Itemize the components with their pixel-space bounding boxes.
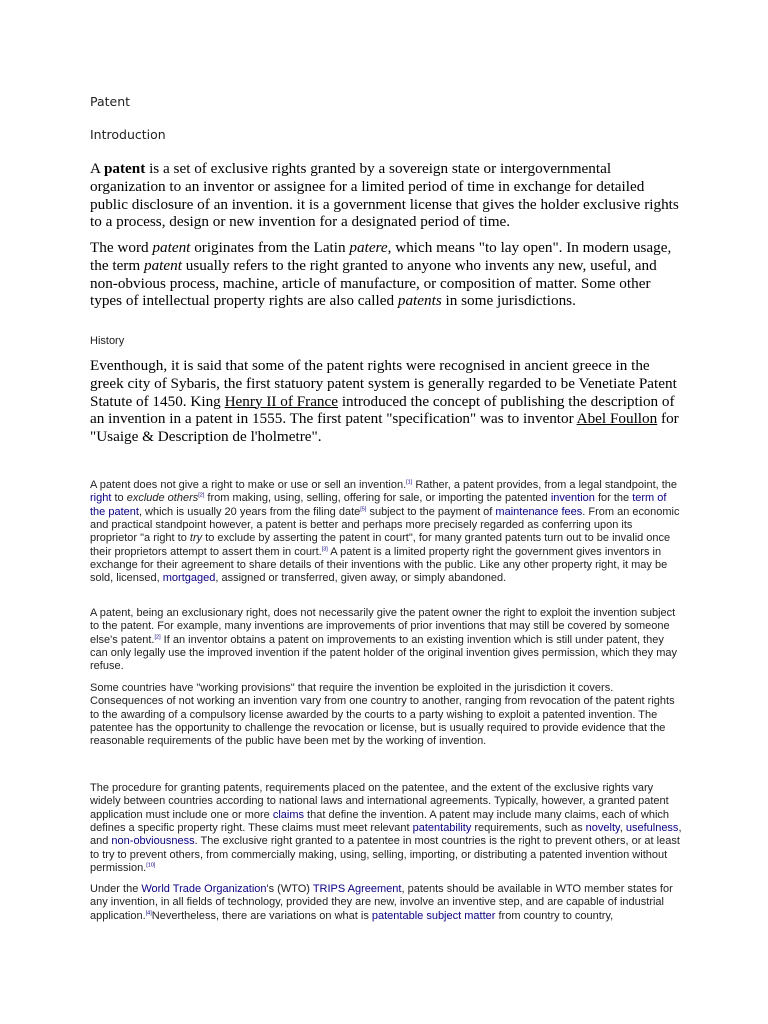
mortgaged-link[interactable]: mortgaged xyxy=(162,572,216,585)
history-paragraph: Eventhough, it is said that some of the patent rights were recognised in ancient greece in the greek city of Sybaris, the first statuory patent system is generally regarded to be Venetiate Patent Statute of 1450. King Henry II of France introduced the concept of publishing the description of an invention in a patent in 1555. The first patent "specification" was to inventor Abel Foullon for "Usaige & Description de l'holmetre". xyxy=(90,357,679,446)
term-of-patent-link[interactable]: term of the patent xyxy=(90,492,667,518)
exclusionary-paragraph: A patent, being an exclusionary right, does not necessarily give the patent owner the right to exploit the invention subject to the patent. For example, many inventions are improvements of prior inventions that may still be covered by someone else's patent.[2] If an inventor obtains a patent on improvements to an existing invention which is still under patent, they can only legally use the improved invention if the patent holder of the original invention gives permission, which they may refuse. xyxy=(90,607,677,673)
citation-5[interactable]: [5] xyxy=(360,506,367,513)
citation-10[interactable]: [10] xyxy=(146,862,156,869)
working-provisions-paragraph: Some countries have "working provisions" that require the invention be exploited in the jurisdiction it covers. Consequences of not working an invention vary from one country to another, ranging from revocation of the patent rights to the awarding of a compulsory license awarded by the courts to a party wishing to exploit a patented invention. The patentee has the opportunity to challenge the revocation or license, but is usually required to provide evidence that the reasonable requirements of the public have been met by the working of invention. xyxy=(90,682,675,748)
patentable-subject-matter-link[interactable]: patentable subject matter xyxy=(371,909,496,922)
novelty-link[interactable]: novelty xyxy=(585,822,620,835)
right-link[interactable]: right xyxy=(90,492,112,505)
abel-foullon-link[interactable]: Abel Foullon xyxy=(576,410,658,428)
claims-link[interactable]: claims xyxy=(272,808,304,821)
patentability-link[interactable]: patentability xyxy=(412,822,472,835)
history-heading: History xyxy=(90,335,125,347)
citation-2[interactable]: [2] xyxy=(198,492,205,499)
trips-agreement-link[interactable]: TRIPS Agreement xyxy=(312,883,402,895)
citation-4[interactable]: [4] xyxy=(145,910,152,917)
citation-1[interactable]: [1] xyxy=(406,479,413,486)
document-title: Patent xyxy=(90,94,131,109)
maintenance-fees-link[interactable]: maintenance fees xyxy=(495,505,583,518)
introduction-heading: Introduction xyxy=(90,127,166,142)
intro-paragraph-2: The word patent originates from the Latin patere, which means "to lay open". In modern usage, the term patent usually refers to the right granted to anyone who invents any new, useful, and non-obvious process, machine, article of manufacture, or composition of matter. Some other types of intellectual property rights are also called patents in some jurisdictions. xyxy=(90,239,672,310)
invention-link[interactable]: invention xyxy=(550,492,595,505)
trips-paragraph: Under the World Trade Organization's (WTO) TRIPS Agreement, patents should be available in WTO member states for any invention, in all fields of technology, provided they are new, involve an inventive step, and are capable of industrial application.[4]Nevertheless, there are variations on what is patentable subject matter from country to country, xyxy=(90,883,673,922)
usefulness-link[interactable]: usefulness xyxy=(625,822,679,835)
intro-paragraph-1: A patent is a set of exclusive rights granted by a sovereign state or intergovernmental organization to an inventor or assignee for a limited period of time in exchange for detailed public disclosure of an invention. it is a government license that gives the holder exclusive rights to a process, design or new invention for a designated period of time. xyxy=(90,160,679,231)
wto-link[interactable]: World Trade Organization xyxy=(141,883,267,895)
patent-term: patent xyxy=(103,160,146,177)
procedure-paragraph: The procedure for granting patents, requirements placed on the patentee, and the extent of the exclusive rights vary widely between countries according to national laws and international agreements. Typically, however, a granted patent application must include one or more claims that define the invention. A patent may include many claims, each of which defines a specific property right. These claims must meet relevant patentability requirements, such as novelty, usefulness, and non-obviousness. The exclusive right granted to a patentee in most countries is the right to prevent others, or at least to try to prevent others, from commercially making, using, selling, importing, or distributing a patented invention without permission.[10] xyxy=(90,782,682,875)
citation-3[interactable]: [3] xyxy=(321,546,328,553)
non-obviousness-link[interactable]: non-obviousness xyxy=(111,835,195,848)
henry-ii-link[interactable]: Henry II of France xyxy=(224,392,339,410)
citation-2b[interactable]: [2] xyxy=(154,634,161,641)
rights-paragraph: A patent does not give a right to make or use or sell an invention.[1] Rather, a patent provides, from a legal standpoint, the right to exclude others[2] from making, using, selling, offering for sale, or importing the patented invention for the term of the patent, which is usually 20 years from the filing date[5] subject to the payment of maintenance fees. From an economic and practical standpoint however, a patent is better and perhaps more precisely regarded as conferring upon its proprietor "a right to try to exclude by asserting the patent in court", for many granted patents turn out to be invalid once their proprietors attempt to assert them in court.[3] A patent is a limited property right the government gives inventors in exchange for their agreement to share details of their inventions with the public. Like any other property right, it may be sold, licensed, mortgaged, assigned or transferred, given away, or simply abandoned. xyxy=(90,479,680,585)
